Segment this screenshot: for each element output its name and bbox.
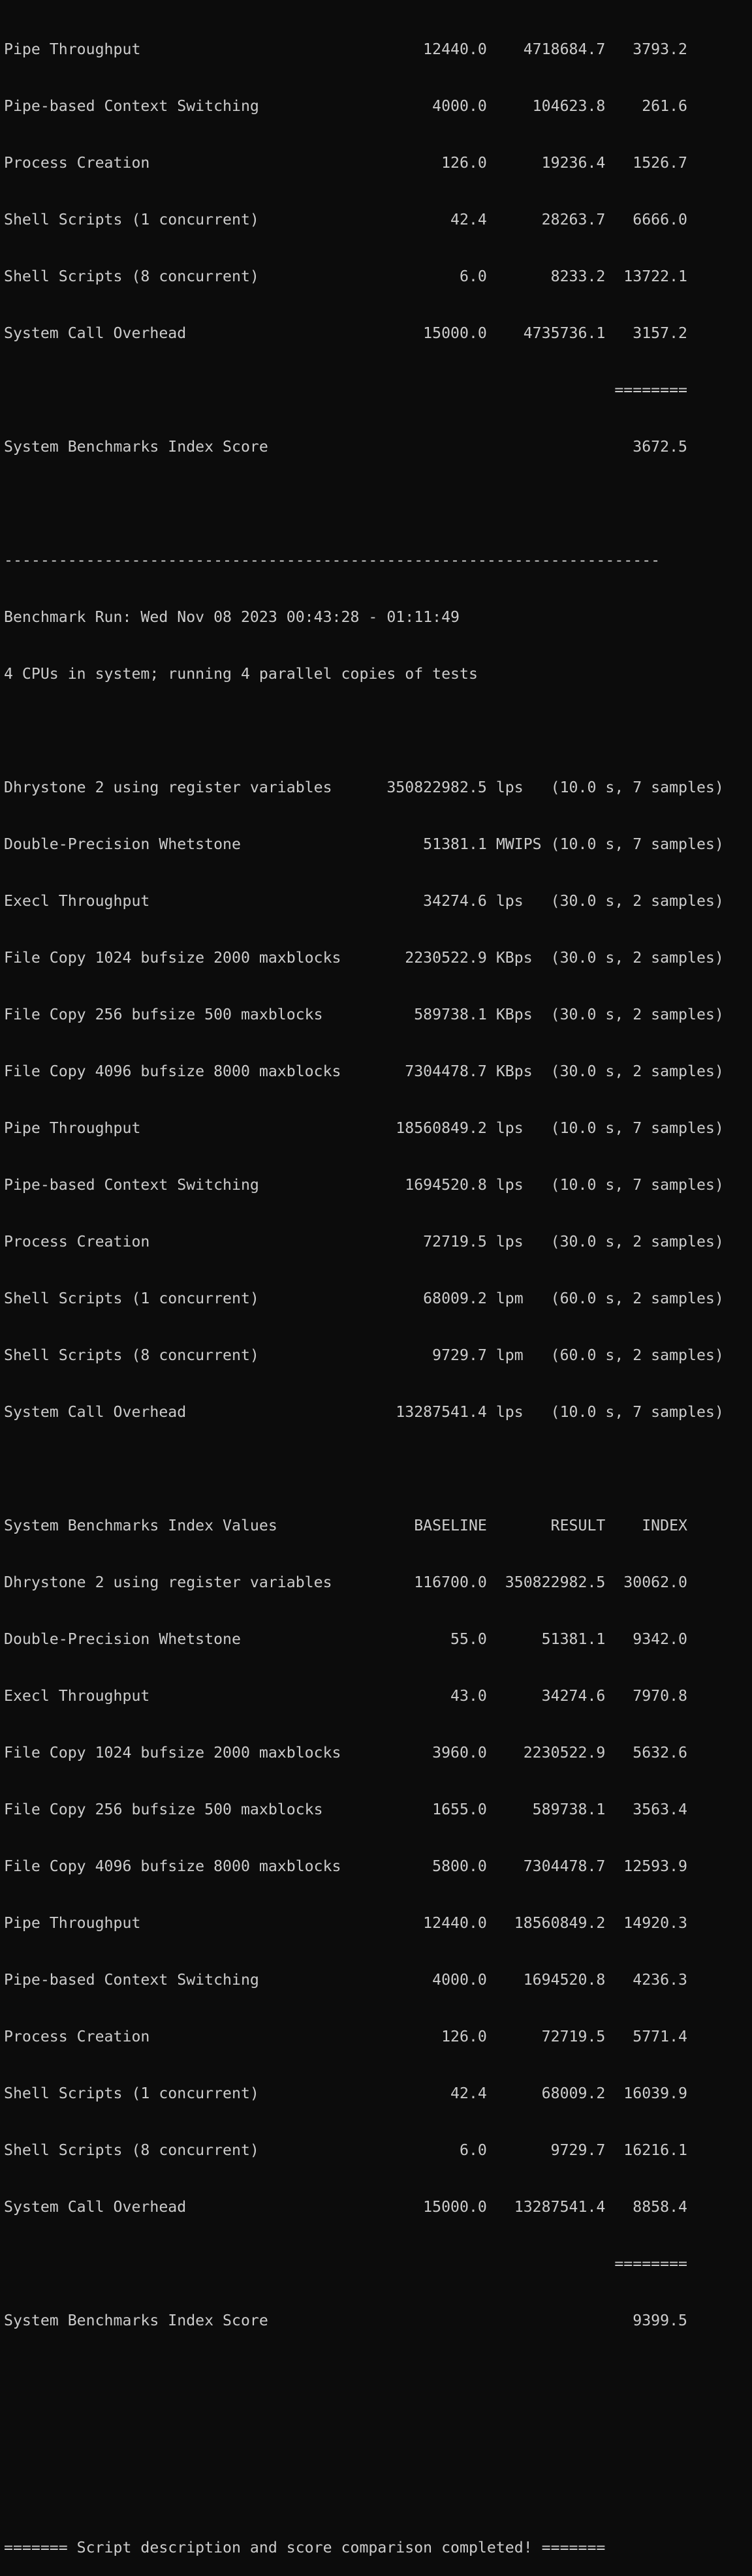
terminal-line: Double-Precision Whetstone 51381.1 MWIPS (10.0 s, 7 samples) bbox=[4, 835, 724, 853]
terminal-line: File Copy 4096 bufsize 8000 maxblocks 5800.0 7304478.7 12593.9 bbox=[4, 1857, 688, 1875]
terminal-line: File Copy 256 bufsize 500 maxblocks 589738.1 KBps (30.0 s, 2 samples) bbox=[4, 1006, 724, 1023]
terminal-line: File Copy 1024 bufsize 2000 maxblocks 3960.0 2230522.9 5632.6 bbox=[4, 1744, 688, 1761]
terminal-line: Shell Scripts (1 concurrent) 42.4 28263.7 6666.0 bbox=[4, 211, 688, 228]
terminal-line bbox=[4, 1459, 752, 1478]
terminal-line bbox=[4, 2368, 752, 2387]
terminal-line: System Call Overhead 15000.0 13287541.4 8858.4 bbox=[4, 2198, 688, 2216]
terminal-line: Pipe-based Context Switching 1694520.8 lps (10.0 s, 7 samples) bbox=[4, 1176, 724, 1194]
terminal-output[interactable] bbox=[4, 2, 752, 2576]
terminal-line: Execl Throughput 43.0 34274.6 7970.8 bbox=[4, 1687, 688, 1705]
terminal-line: Pipe-based Context Switching 4000.0 1694520.8 4236.3 bbox=[4, 1971, 688, 1989]
terminal-line: Shell Scripts (8 concurrent) 6.0 9729.7 16216.1 bbox=[4, 2141, 688, 2159]
terminal-line: Execl Throughput 34274.6 lps (30.0 s, 2 samples) bbox=[4, 892, 724, 910]
terminal-line: File Copy 1024 bufsize 2000 maxblocks 2230522.9 KBps (30.0 s, 2 samples) bbox=[4, 949, 724, 967]
terminal-line: Process Creation 126.0 19236.4 1526.7 bbox=[4, 154, 688, 172]
terminal-line: Pipe Throughput 12440.0 4718684.7 3793.2 bbox=[4, 40, 688, 58]
terminal-line: Double-Precision Whetstone 55.0 51381.1 9342.0 bbox=[4, 1630, 688, 1648]
terminal-line bbox=[4, 2425, 752, 2444]
terminal-line: System Benchmarks Index Values BASELINE RESULT INDEX bbox=[4, 1517, 688, 1534]
terminal-line: ======= Script description and score comparison completed! ======= bbox=[4, 2539, 606, 2556]
terminal-line: Dhrystone 2 using register variables 116700.0 350822982.5 30062.0 bbox=[4, 1574, 688, 1591]
terminal-line: Shell Scripts (8 concurrent) 6.0 8233.2 13722.1 bbox=[4, 268, 688, 285]
terminal-line: Benchmark Run: Wed Nov 08 2023 00:43:28 - 01:11:49 bbox=[4, 608, 460, 626]
terminal-line: File Copy 256 bufsize 500 maxblocks 1655.0 589738.1 3563.4 bbox=[4, 1801, 688, 1818]
terminal-line: Pipe-based Context Switching 4000.0 104623.8 261.6 bbox=[4, 97, 688, 115]
terminal-line: ======== bbox=[4, 2255, 688, 2273]
terminal-line: System Benchmarks Index Score 3672.5 bbox=[4, 438, 688, 456]
terminal-line: ======== bbox=[4, 381, 688, 399]
terminal-line bbox=[4, 721, 752, 740]
terminal-line: ------------------------------------------------------------------------ bbox=[4, 551, 661, 569]
terminal-line: Shell Scripts (1 concurrent) 68009.2 lpm (60.0 s, 2 samples) bbox=[4, 1290, 724, 1307]
terminal-line: Pipe Throughput 12440.0 18560849.2 14920.3 bbox=[4, 1914, 688, 1932]
terminal-line: Shell Scripts (8 concurrent) 9729.7 lpm (60.0 s, 2 samples) bbox=[4, 1346, 724, 1364]
terminal-line bbox=[4, 494, 752, 513]
terminal-line: System Call Overhead 15000.0 4735736.1 3157.2 bbox=[4, 324, 688, 342]
terminal-line bbox=[4, 2481, 752, 2500]
terminal-line: Process Creation 72719.5 lps (30.0 s, 2 samples) bbox=[4, 1233, 724, 1250]
terminal-line: System Call Overhead 13287541.4 lps (10.0 s, 7 samples) bbox=[4, 1403, 724, 1421]
terminal-line: Shell Scripts (1 concurrent) 42.4 68009.2 16039.9 bbox=[4, 2085, 688, 2102]
terminal-line: Process Creation 126.0 72719.5 5771.4 bbox=[4, 2028, 688, 2045]
terminal-line: System Benchmarks Index Score 9399.5 bbox=[4, 2312, 688, 2329]
terminal-line: Dhrystone 2 using register variables 350822982.5 lps (10.0 s, 7 samples) bbox=[4, 779, 724, 796]
terminal-line: File Copy 4096 bufsize 8000 maxblocks 7304478.7 KBps (30.0 s, 2 samples) bbox=[4, 1063, 724, 1080]
terminal-line: Pipe Throughput 18560849.2 lps (10.0 s, 7 samples) bbox=[4, 1119, 724, 1137]
terminal-line: 4 CPUs in system; running 4 parallel copies of tests bbox=[4, 665, 478, 683]
